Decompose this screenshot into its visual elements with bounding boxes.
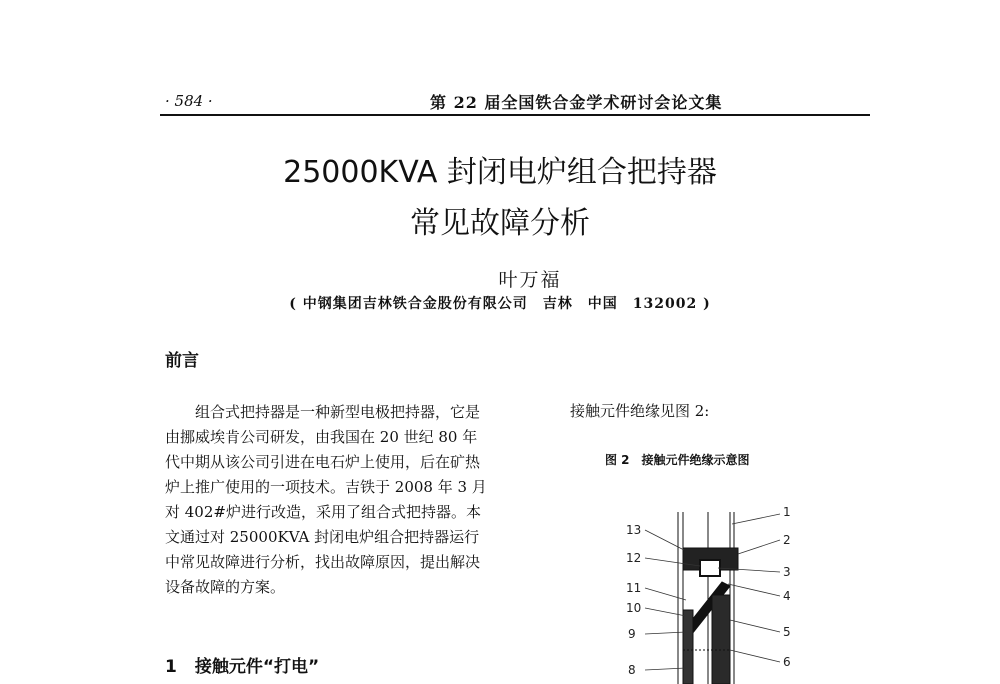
label-left-3: 10 (626, 601, 642, 615)
label-left-4: 9 (628, 627, 636, 641)
label-left-5: 8 (628, 663, 636, 677)
right-callout-labels (783, 505, 791, 669)
label-right-2: 3 (783, 565, 791, 579)
header-rule (160, 114, 870, 116)
page-number: · 584 · (165, 92, 213, 110)
article-title-line1: 25000KVA 封闭电炉组合把持器 (283, 155, 717, 190)
section1-number: 1 (165, 657, 177, 677)
article-title-line2: 常见故障分析 (410, 206, 590, 241)
right-paragraph: 接触元件绝缘见图 2: (570, 402, 710, 420)
contact-element-insulation-diagram (620, 500, 805, 684)
preface-paragraph: 组合式把持器是一种新型电极把持器，它是由挪威埃肯公司研发，由我国在 20 世纪 80 年代中期从该公司引进在电石炉上使用，后在矿热炉上推广使用的一项技术。吉铁于 2008 年 3 月对 402#炉进行改造，采用了组合式把持器。本文通过对 25000KVA 封闭电炉组合把持器运行中常见故障进行分析，找出故障原因，提出解决设备故障的方案。 (165, 403, 487, 596)
figure-caption: 图 2 接触元件绝缘示意图 (605, 453, 750, 467)
label-left-0: 13 (626, 523, 642, 537)
left-callout-labels (626, 523, 641, 677)
label-left-2: 11 (626, 581, 642, 595)
section1-heading (165, 652, 319, 677)
section1-title: 接触元件“打电” (194, 657, 320, 677)
label-left-1: 12 (626, 551, 642, 565)
author: 叶万福 (498, 269, 562, 291)
diagram-drawing (678, 512, 738, 684)
running-title: 第 22 届全国铁合金学术研讨会论文集 (430, 93, 723, 112)
label-right-5: 6 (783, 655, 791, 669)
preface-heading: 前言 (165, 351, 199, 371)
label-right-4: 5 (783, 625, 791, 639)
affiliation: ( 中钢集团吉林铁合金股份有限公司 吉林 中国 132002 ) (289, 296, 711, 312)
label-right-0: 1 (783, 505, 791, 519)
preface-body (165, 400, 490, 600)
label-right-1: 2 (783, 533, 791, 547)
label-right-3: 4 (783, 589, 791, 603)
